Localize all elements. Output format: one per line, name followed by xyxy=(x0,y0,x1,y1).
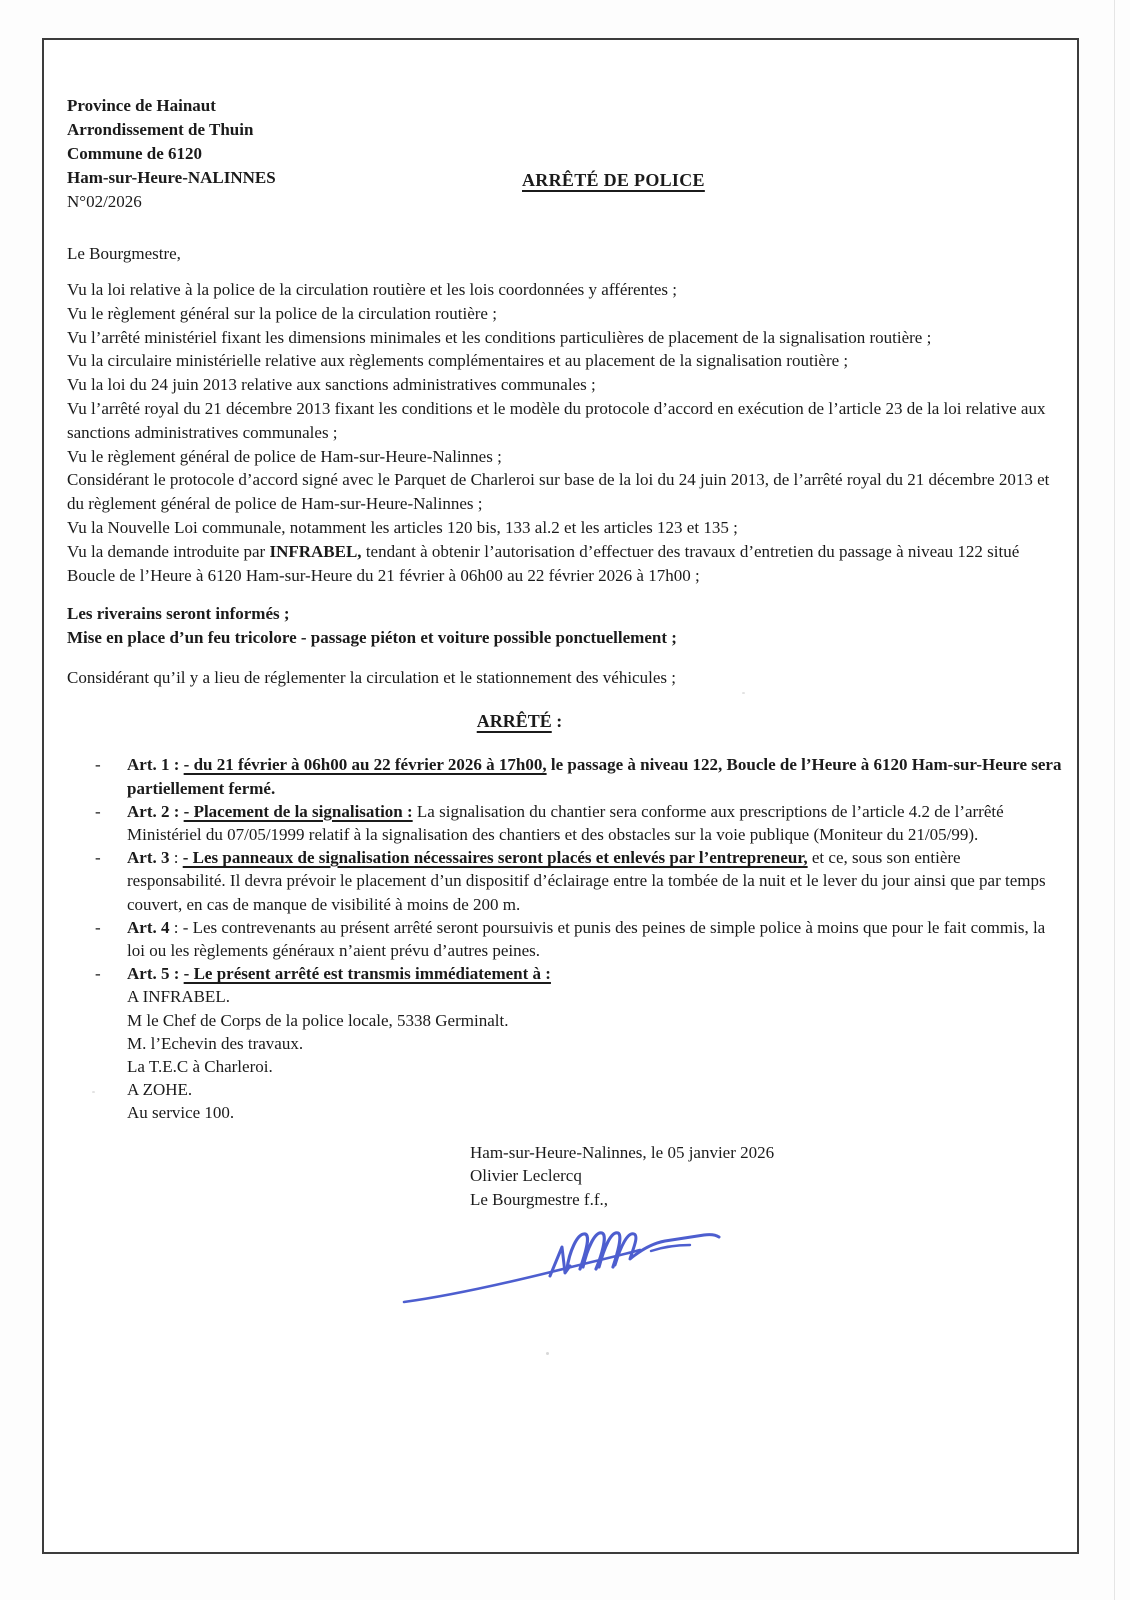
salutation: Le Bourgmestre, xyxy=(67,244,181,263)
signature-role: Le Bourgmestre f.f., xyxy=(470,1189,609,1209)
text-segment: : xyxy=(169,964,184,984)
article-item-2 xyxy=(67,800,1062,846)
signature-scribble xyxy=(399,1217,744,1313)
preamble-line xyxy=(67,540,1062,588)
signature-name: Olivier Leclercq xyxy=(470,1166,582,1186)
text-segment: : xyxy=(169,848,183,868)
scan-speck xyxy=(92,1091,95,1093)
text-segment: Vu l’arrêté royal du 21 décembre 2013 fixant les conditions et le modèle du protocole d’accord en exécution de l’article 23 de la loi relative aux sanctions administratives communales ; xyxy=(67,398,1046,442)
text-segment: INFRABEL, xyxy=(269,541,362,561)
recipient-line: M le Chef de Corps de la police locale, 5338 Germinalt. xyxy=(127,1010,509,1030)
signature-block xyxy=(470,1141,1062,1212)
article-item-5 xyxy=(67,962,1062,985)
decree-heading xyxy=(67,709,1062,733)
scan-edge-artifact xyxy=(1114,0,1115,1600)
recipient-line: A ZOHE. xyxy=(127,1080,193,1100)
text-segment: Art. 3 xyxy=(127,848,170,868)
letterhead-line: Province de Hainaut xyxy=(67,96,216,115)
preamble xyxy=(67,278,1062,587)
article-text xyxy=(127,802,1004,844)
text-segment: - Les panneaux de signalisation nécessaires seront placés et enlevés par l’entrepreneur, xyxy=(182,848,808,868)
preamble-line xyxy=(67,349,1062,373)
notice-block xyxy=(67,602,1062,650)
text-segment: Considérant le protocole d’accord signé avec le Parquet de Charleroi sur base de la loi du 24 juin 2013, de l’arrêté royal du 21 décembre 2013 et du règlement général de police de Ham-sur-Heure-Nalinnes ; xyxy=(67,470,1050,514)
preamble-line xyxy=(67,397,1062,445)
text-segment: Vu l’arrêté ministériel fixant les dimensions minimales et les conditions particulières de placement de la signalisation routière ; xyxy=(67,327,932,347)
article-item-4 xyxy=(67,916,1062,962)
article-bullet: - xyxy=(95,964,101,984)
text-segment: Vu la loi du 24 juin 2013 relative aux sanctions administratives communales ; xyxy=(67,375,596,395)
text-segment: tendant à obtenir l’autorisation d’effectuer des travaux d’entretien du passage à niveau 122 situé Boucle de l’Heure à 6120 Ham-sur-Heure du 21 février à 06h00 au 22 février 2026 à 17h00 ; xyxy=(67,541,1020,585)
recipient-line: M. l’Echevin des travaux. xyxy=(127,1033,304,1053)
article-item-3 xyxy=(67,846,1062,916)
text-segment: - Le présent arrêté est transmis immédiatement à : xyxy=(183,964,551,984)
preamble-line xyxy=(67,445,1062,469)
preamble-line xyxy=(67,468,1062,516)
letterhead xyxy=(67,94,1062,214)
preamble-line xyxy=(67,516,1062,540)
document-page xyxy=(42,38,1079,1554)
text-segment: - du 21 février à 06h00 au 22 février 2026 à 17h00, xyxy=(183,755,547,775)
article-bullet: - xyxy=(95,917,101,937)
recipient-line: A INFRABEL. xyxy=(127,987,230,1007)
considering-line: Considérant qu’il y a lieu de réglementer la circulation et le stationnement des véhicules ; xyxy=(67,668,676,688)
text-segment: La signalisation du chantier sera conforme aux prescriptions de l’article 4.2 de l’arrêté Ministériel du 07/05/1999 relatif à la signalisation des chantiers et des obstacles sur la voie publique (Moniteur du 21/05/99). xyxy=(127,801,1004,844)
preamble-line xyxy=(67,278,1062,302)
text-segment: Vu le règlement général sur la police de la circulation routière ; xyxy=(67,303,497,323)
text-segment: Vu le règlement général de police de Ham-sur-Heure-Nalinnes ; xyxy=(67,446,502,466)
article-text xyxy=(127,918,1045,960)
notice-line: Mise en place d’un feu tricolore - passage piéton et voiture possible ponctuellement ; xyxy=(67,628,677,648)
text-segment: Art. 1 : xyxy=(127,755,184,775)
preamble-line xyxy=(67,302,1062,326)
text-segment: Vu la Nouvelle Loi communale, notamment les articles 120 bis, 133 al.2 et les articles 123 et 135 ; xyxy=(67,517,738,537)
document-title: ARRÊTÉ DE POLICE xyxy=(522,170,705,190)
text-segment: et ce, sous son entière responsabilité. Il devra prévoir le placement d’un dispositif d’éclairage entre la tombée de la nuit et le lever du jour ainsi que par temps couvert, en cas de manque de visibilité à moins de 200 m. xyxy=(127,848,1046,914)
article-text xyxy=(127,755,1061,797)
preamble-line xyxy=(67,326,1062,350)
article-text xyxy=(127,848,1046,913)
text-segment: Art. 2 : xyxy=(127,801,184,821)
article-item-1 xyxy=(67,753,1062,799)
text-segment: le passage à niveau 122, Boucle de l’Heure à 6120 Ham-sur-Heure sera partiellement fermé. xyxy=(127,755,1062,798)
text-segment: Vu la loi relative à la police de la circulation routière et les lois coordonnées y afférentes ; xyxy=(67,280,677,299)
article-text xyxy=(127,964,551,983)
recipient-line: Au service 100. xyxy=(127,1103,235,1123)
signature-scribble-svg xyxy=(399,1217,744,1313)
recipients-list xyxy=(127,985,1062,1124)
reference-number: N°02/2026 xyxy=(67,192,142,211)
document-content xyxy=(67,94,1062,1313)
article-bullet: - xyxy=(95,848,101,868)
signature-strokes xyxy=(404,1233,719,1302)
text-segment: - Placement de la signalisation : xyxy=(183,801,413,821)
letterhead-line: Commune de 6120 xyxy=(67,144,203,163)
text-segment: Art. 4 xyxy=(127,917,170,937)
text-segment: Vu la circulaire ministérielle relative aux règlements complémentaires et au placement de la signalisation routière ; xyxy=(67,351,849,371)
letterhead-line: Ham-sur-Heure-NALINNES xyxy=(67,168,276,187)
text-segment: : - Les contrevenants au présent arrêté seront poursuivis et punis des peines de simple police à moins que pour le fait commis, la loi ou les règlements généraux n’aient prévu d’autres peines. xyxy=(127,917,1046,960)
articles-list xyxy=(67,753,1062,985)
letterhead-line: Arrondissement de Thuin xyxy=(67,120,254,139)
signature-place-date: Ham-sur-Heure-Nalinnes, le 05 janvier 2026 xyxy=(470,1142,775,1162)
article-bullet: - xyxy=(95,801,101,821)
scan-speck xyxy=(742,692,745,694)
decree-heading-colon: : xyxy=(551,711,563,732)
article-bullet: - xyxy=(95,755,101,775)
scan-speck xyxy=(546,1352,549,1355)
recipient-line: La T.E.C à Charleroi. xyxy=(127,1057,273,1076)
preamble-line xyxy=(67,373,1062,397)
text-segment: Art. 5 xyxy=(127,964,170,984)
decree-heading-word: ARRÊTÉ xyxy=(476,711,552,732)
text-segment: Vu la demande introduite par xyxy=(67,541,270,561)
notice-line: Les riverains seront informés ; xyxy=(67,604,290,624)
